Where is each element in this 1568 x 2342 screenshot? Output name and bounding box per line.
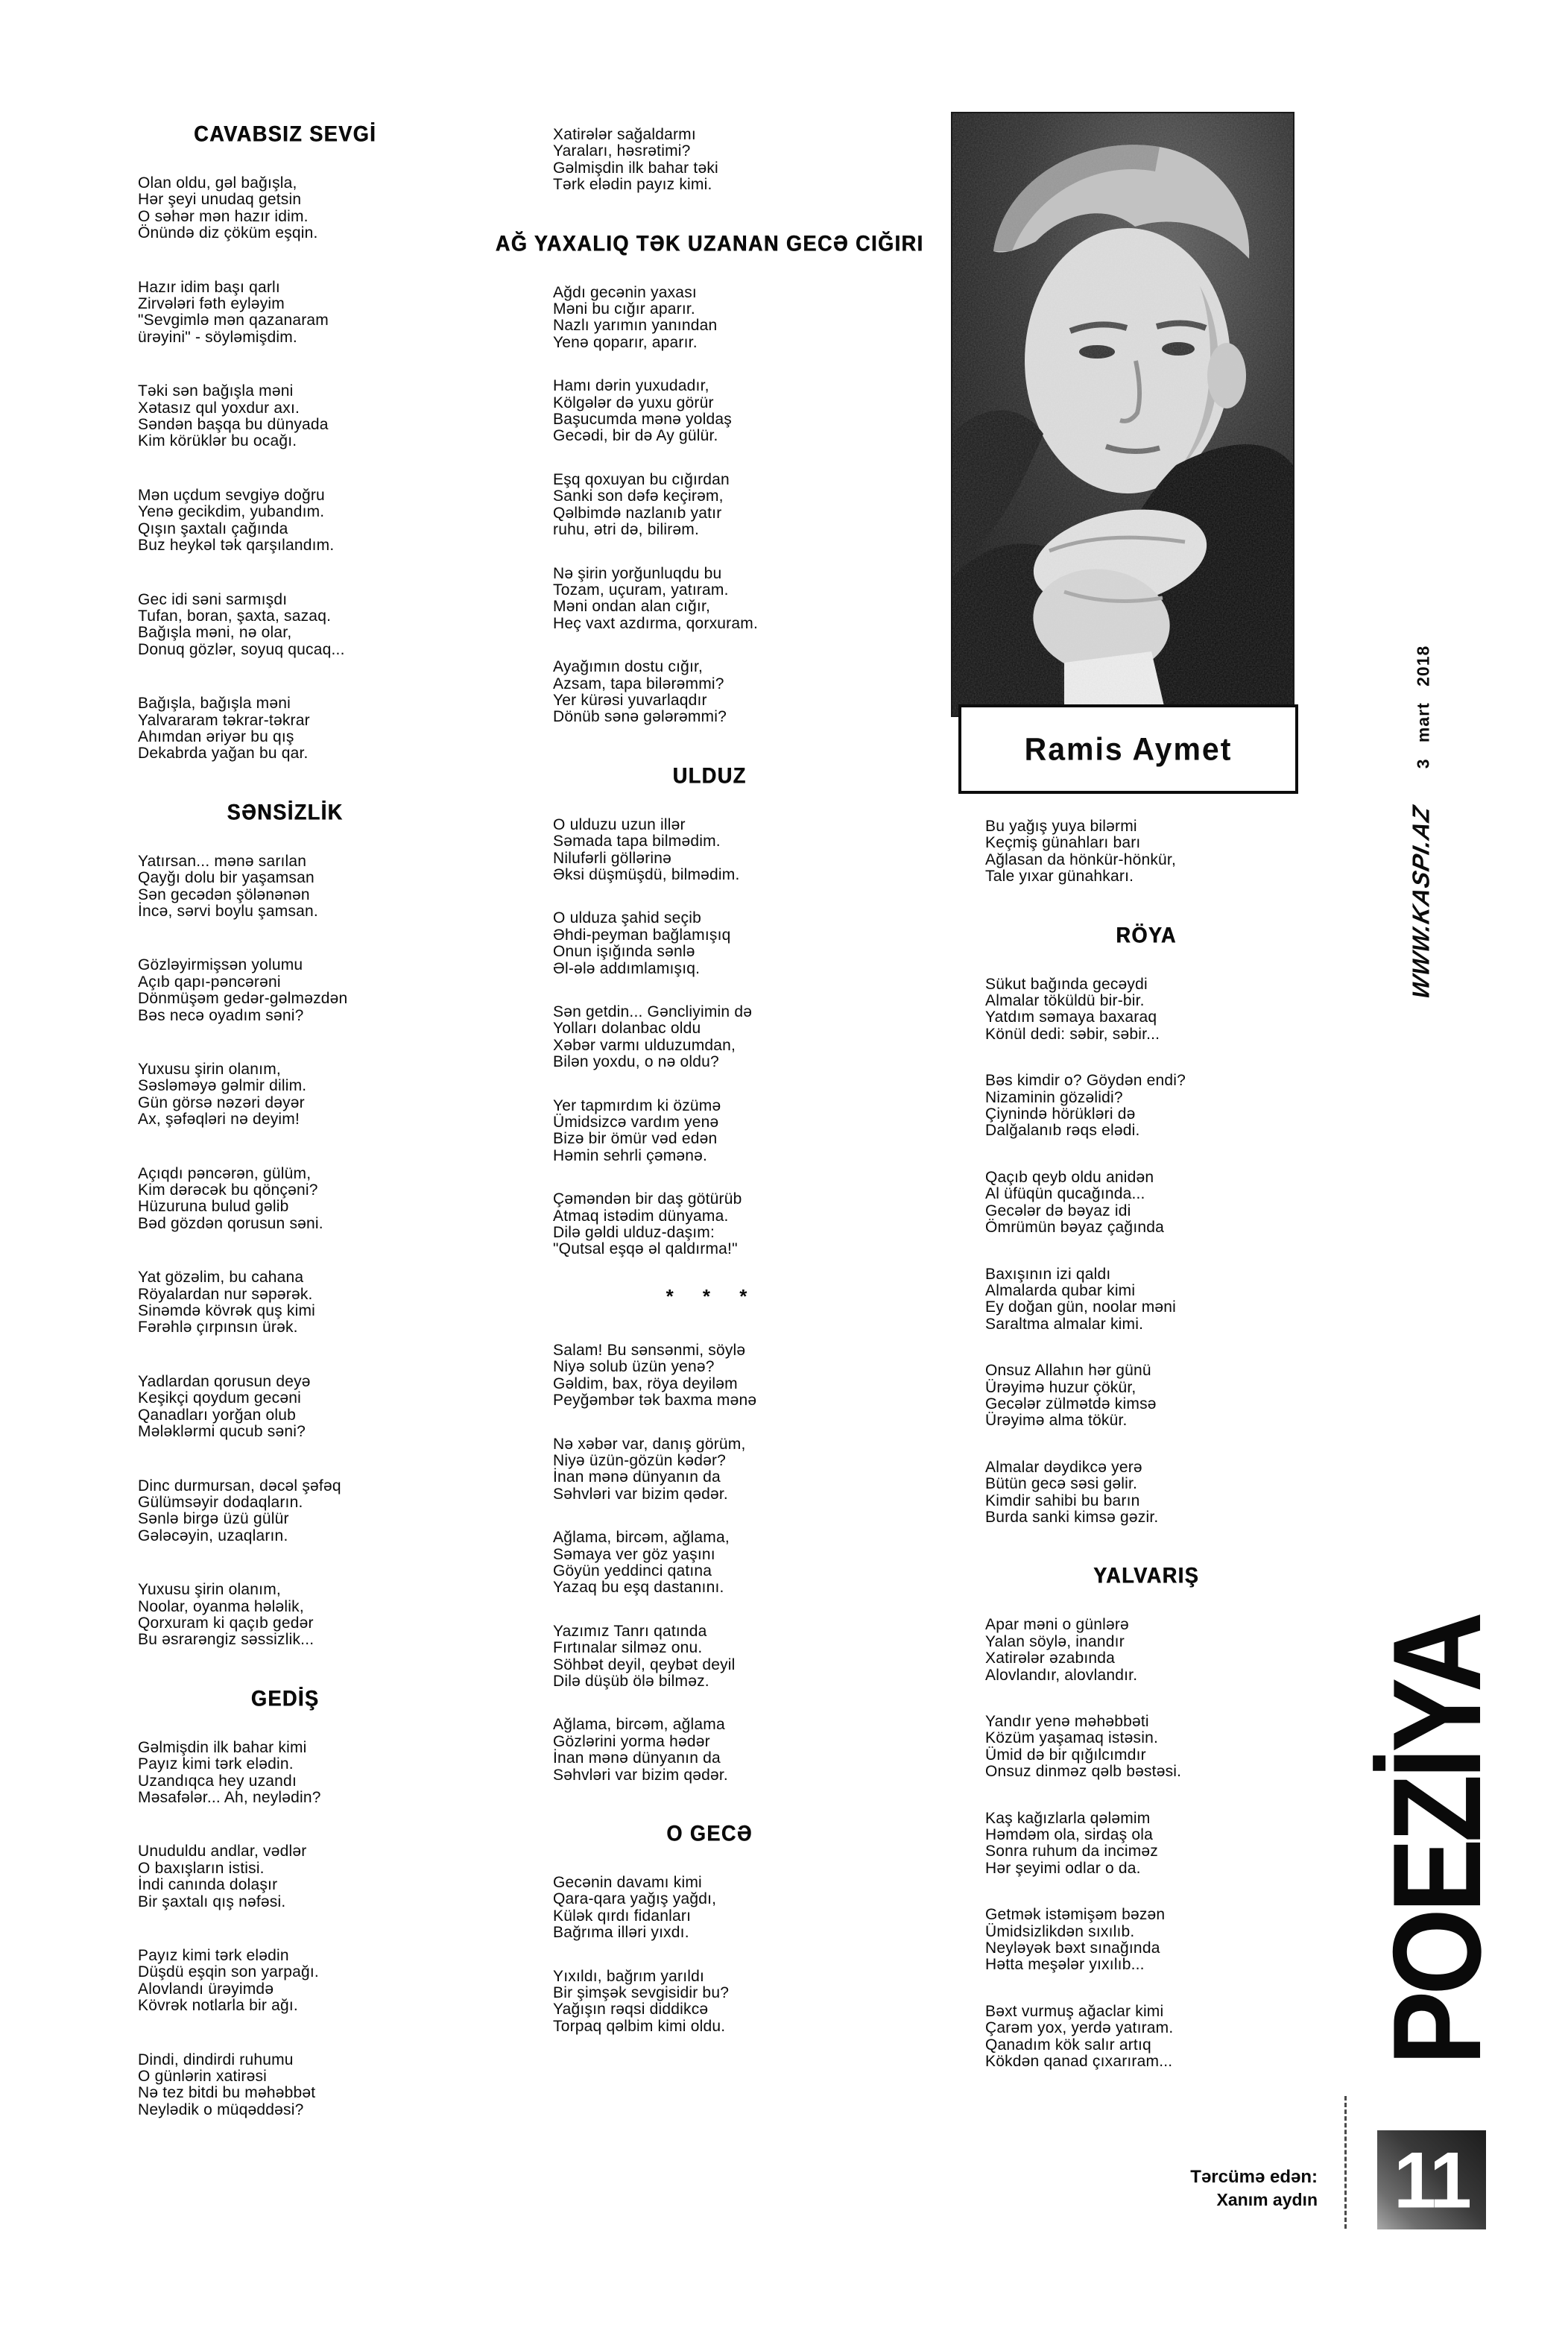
poem-line: Dilə gəldi ulduz-daşım: [553, 1224, 715, 1242]
poem-line: Ağlama, bircəm, ağlama, [553, 1529, 730, 1547]
stanza [985, 1459, 1307, 1527]
stanza [138, 487, 432, 555]
poem-line: Keçmiş günahları barı [985, 834, 1141, 852]
poem-line: Açıb qapı-pəncərəni [138, 973, 281, 991]
poem-line: Almalar dəydikcə yerə [985, 1458, 1142, 1476]
stanza [138, 592, 432, 659]
poem-line: İnan mənə dünyanın da [553, 1468, 721, 1486]
poem-line: Peyğəmbər tək baxma mənə [553, 1392, 757, 1410]
poem-line: Apar məni o günlərə [985, 1616, 1129, 1634]
poem-line: Salam! Bu sənsənmi, söylə [553, 1341, 746, 1359]
poem-line: Səndən başqa bu dünyada [138, 416, 329, 434]
poem-line: Bəd gözdən qorusun səni. [138, 1214, 323, 1232]
poem-line: Sənlə birgə üzü gülür [138, 1510, 289, 1528]
poem-line: Yenə qoparır, aparır. [553, 333, 698, 351]
poem-column-right [985, 818, 1307, 2100]
poem-line: Tərk elədin payız kimi. [553, 176, 712, 194]
poem-line: Xatirələr əzabında [985, 1650, 1116, 1667]
poem-line: Başucumda mənə yoldaş [553, 411, 732, 429]
poem-line: Qəlbimdə nazlanıb yatır [553, 504, 722, 522]
stanza [553, 127, 866, 194]
stanza [138, 695, 432, 763]
poem-line: Eşq qoxuyan bu cığırdan [553, 470, 730, 488]
stanza [985, 2004, 1307, 2071]
poem-line: Yaraları, həsrətimi? [553, 142, 691, 160]
poem-line: Səhvləri var bizim qədər. [553, 1766, 728, 1784]
poem-column-left [138, 123, 432, 2156]
page-number-box [1377, 2130, 1486, 2229]
poem-line: Fərəhlə çırpınsın ürək. [138, 1319, 298, 1336]
poem-line: Burda sanki kimsə gəzir. [985, 1508, 1159, 1526]
stanza [553, 1530, 866, 1597]
poem-line: Ümidsizlikdən sıxılıb. [985, 1922, 1135, 1940]
poem-line: Keşikçi qoydum gecəni [138, 1389, 301, 1407]
poem-line: Qorxuram ki qaçıb gedər [138, 1614, 314, 1632]
poem-line: Söhbət deyil, qeybət deyil [553, 1656, 736, 1673]
poem-line: Atmaq istədim dünyama. [553, 1207, 729, 1225]
poem-line: Almalar töküldü bir-bir. [985, 992, 1145, 1010]
stanza [985, 1811, 1307, 1878]
poem-line: Ey doğan gün, noolar məni [985, 1298, 1177, 1316]
poem-line: Yatdım səmaya baxaraq [985, 1009, 1157, 1026]
poem-line: Çiynində hörükləri də [985, 1105, 1136, 1123]
stanza [985, 1170, 1307, 1237]
poem-line: Sanki son dəfə keçirəm, [553, 487, 724, 505]
poem-line: Ahımdan əriyər bu qış [138, 727, 294, 745]
poem-line: Məni ondan alan cığır, [553, 598, 711, 616]
poem-line: Gün görsə nəzəri dəyər [138, 1093, 305, 1111]
stanza [553, 1717, 866, 1784]
stanza-separator: * * * [666, 1284, 759, 1307]
stanza [138, 957, 432, 1024]
poem-line: Ağdı gecənin yaxası [553, 283, 697, 301]
poem-line: Yuxusu şirin olanım, [138, 1061, 281, 1078]
stanza [553, 1004, 866, 1071]
poem-line: Xəbər varmı ulduzumdan, [553, 1036, 736, 1054]
stanza [138, 1478, 432, 1545]
poem-line: Hüzuruna bulud gəlib [138, 1198, 289, 1216]
poem-line: Dekabrda yağan bu qar. [138, 745, 309, 763]
poem-line: Getmək istəmişəm bəzən [985, 1906, 1166, 1924]
translator-name: Xanım aydın [1216, 2190, 1318, 2209]
stanza [553, 566, 866, 633]
poem-line: Gecədi, bir də Ay gülür. [553, 427, 718, 445]
poem-line: Bəs necə oyadım səni? [138, 1006, 304, 1024]
poem-line: Qaçıb qeyb oldu anidən [985, 1168, 1154, 1186]
poem-line: Onsuz Allahın hər günü [985, 1362, 1151, 1380]
issue-date [1400, 647, 1447, 766]
poem-title: ULDUZ [672, 763, 747, 788]
poem-line: Yalan söylə, inandır [985, 1632, 1125, 1650]
stanza [138, 1374, 432, 1441]
poem-line: İnan mənə dünyanın da [553, 1749, 721, 1767]
poem-line: Ağlasan da hönkür-hönkür, [985, 850, 1177, 868]
photo-caption: Ramis Aymet [1024, 730, 1233, 767]
poem-line: Noolar, oyanma hələlik, [138, 1597, 304, 1615]
poem-line: Qara-qara yağış yağdı, [553, 1890, 717, 1908]
poem-line: Yadlardan qorusun deyə [138, 1372, 311, 1390]
poem-line: Gələcəyin, uzaqların. [138, 1527, 288, 1544]
poem-line: Baxışının izi qaldı [985, 1265, 1111, 1283]
poem-line: Heç vaxt azdırma, qorxuram. [553, 614, 758, 632]
stanza [985, 1907, 1307, 1974]
poem-line: Səhvləri var bizim qədər. [553, 1485, 728, 1503]
poem-line: Külək qırdı fidanları [553, 1907, 692, 1925]
poem-line: Ürəyimə huzur çökür, [985, 1378, 1137, 1396]
stanza [138, 1269, 432, 1336]
poem-line: Alovlandı ürəyimdə [138, 1980, 274, 1998]
stanza [985, 1073, 1307, 1140]
poem-line: Hazır idim başı qarlı [138, 278, 280, 296]
poem-line: Həmdəm ola, sirdaş ola [985, 1826, 1153, 1844]
poem-line: Uzandıqca hey uzandı [138, 1772, 297, 1790]
poem-line: Kim körüklər bu ocağı. [138, 432, 297, 450]
stanza [138, 1843, 432, 1910]
poem-line: İndi canında dolaşır [138, 1876, 278, 1894]
poem-line: Bəxt vurmuş ağaclar kimi [985, 2002, 1164, 2020]
translator-label: Tərcümə edən: [1190, 2167, 1318, 2187]
poem-line: Ümid də bir qığılcımdır [985, 1746, 1146, 1764]
poem-line: Gəldim, bax, röya deyiləm [553, 1374, 738, 1392]
poem-line: Bu əsrarəngiz səssizlik... [138, 1631, 314, 1649]
poem-line: Yandır yenə məhəbbəti [985, 1713, 1149, 1730]
poem-line: ürəyini" - söyləmişdim. [138, 328, 297, 346]
poem-line: Gözlərini yorma hədər [553, 1732, 710, 1750]
poem-line: Kölgələr də yuxu görür [553, 394, 714, 411]
poem-line: Bütün gecə səsi gəlir. [985, 1475, 1138, 1493]
stanza [138, 280, 432, 347]
poem-title: O GECƏ [666, 1821, 753, 1846]
poem-line: Nazlı yarımın yanından [553, 317, 718, 335]
poem-line: Dinc durmursan, dəcəl şəfəq [138, 1477, 341, 1494]
stanza [138, 175, 432, 242]
stanza [553, 1342, 866, 1410]
poem-line: Tozam, uçuram, yatıram. [553, 581, 729, 599]
poem-line: Təki sən bağışla məni [138, 382, 294, 400]
poem-line: Hər şeyi unudaq getsin [138, 191, 302, 209]
poem-line: Ağlama, bircəm, ağlama [553, 1716, 725, 1734]
poem-line: Qayğı dolu bir yaşamsan [138, 869, 314, 887]
poem-line: Bağrıma illəri yıxdı. [553, 1924, 689, 1942]
stanza [985, 976, 1307, 1044]
poem-line: Kaş kağızlarla qələmim [985, 1809, 1151, 1827]
poem-line: Hətta meşələr yıxılıb... [985, 1956, 1145, 1974]
stanza [138, 1061, 432, 1129]
poem-line: Yer tapmırdım ki özümə [553, 1096, 721, 1114]
poem-line: Dilə düşüb ölə bilməz. [553, 1672, 709, 1690]
poem-line: Alovlandır, alovlandır. [985, 1666, 1138, 1684]
poem-line: Mələklərmi qucub səni? [138, 1423, 306, 1441]
poem-line: Sən gecədən şölənənən [138, 886, 310, 903]
poem-line: Kökdən qanad çıxarıram... [985, 2053, 1173, 2071]
poem-line: Dindi, dindirdi ruhumu [138, 2051, 294, 2068]
stanza [138, 1166, 432, 1233]
stanza [138, 1948, 432, 2015]
stanza [985, 1714, 1307, 1781]
poem-line: Yatırsan... mənə sarılan [138, 852, 307, 870]
stanza [553, 285, 866, 352]
stanza [553, 378, 866, 445]
stanza [553, 817, 866, 884]
stanza [553, 910, 866, 977]
poem-line: Zirvələri fəth eyləyim [138, 295, 285, 313]
poem-line: O baxışların istisi. [138, 1859, 265, 1877]
poem-line: Düşdü eşqin son yarpağı. [138, 1963, 319, 1981]
stanza [553, 1969, 866, 2036]
poem-line: Qanadları yorğan olub [138, 1406, 297, 1424]
poem-line: Sinəmdə kövrək quş kimi [138, 1302, 316, 1320]
poem-line: Xatirələr sağaldarmı [553, 126, 696, 143]
poem-line: Əksi düşmüşdü, bilmədim. [553, 865, 740, 883]
poem-line: Qanadım kök salır artıq [985, 2036, 1151, 2054]
poem-line: Çəməndən bir daş götürüb [553, 1190, 742, 1208]
poem-line: Bəs kimdir o? Göydən endi? [985, 1072, 1186, 1090]
poem-line: Məni bu cığır aparır. [553, 300, 695, 318]
poem-line: "Sevgimlə mən qazanaram [138, 312, 329, 329]
stanza [985, 1266, 1307, 1333]
poem-line: Neyləyək bəxt sınağında [985, 1939, 1160, 1957]
poem-line: Çarəm yox, yerdə yatıram. [985, 2019, 1174, 2037]
poem-line: Səmada tapa bilmədim. [553, 833, 721, 850]
poem-line: O ulduzu uzun illər [553, 815, 686, 833]
poem-line: Gecənin davamı kimi [553, 1874, 702, 1891]
poem-line: Qışın şaxtalı çağında [138, 520, 288, 537]
stanza [553, 1875, 866, 1942]
poem-line: Onun işığında sənlə [553, 943, 695, 961]
page-number: 11 [1394, 2135, 1470, 2225]
poem-title: CAVABSIZ SEVGİ [193, 121, 377, 147]
poem-line: Əhdi-peyman bağlamışıq [553, 926, 731, 944]
poem-line: Yer kürəsi yuvarlaqdır [553, 691, 707, 709]
stanza [138, 383, 432, 450]
poem-title: AĞ YAXALIQ TƏK UZANAN GECƏ CIĞIRI [495, 231, 924, 256]
poem-line: Ayağımın dostu cığır, [553, 658, 704, 676]
poem-line: Sükut bağında gecəydi [985, 975, 1148, 993]
poem-line: Nilufərli göllərinə [553, 849, 672, 867]
section-banner-text: POEZİYA [1366, 1615, 1507, 2065]
poem-line: Səmaya ver göz yaşını [553, 1545, 715, 1563]
stanza [985, 1617, 1307, 1684]
poem-line: Gözləyirmişsən yolumu [138, 956, 303, 974]
stanza [138, 2052, 432, 2119]
poem-line: Onsuz dinməz qəlb bəstəsi. [985, 1763, 1182, 1781]
section-banner [1368, 1556, 1505, 2124]
poem-line: Gülümsəyir dodaqların. [138, 1493, 303, 1511]
poem-title: SƏNSİZLİK [227, 800, 344, 824]
poem-line: Məsafələr... Ah, neylədin? [138, 1788, 321, 1806]
stanza [553, 659, 866, 726]
poem-line: ruhu, ətri də, bilirəm. [553, 521, 700, 539]
poem-line: Açıqdı pəncərən, gülüm, [138, 1164, 312, 1182]
poem-line: "Qutsal eşqə əl qaldırma!" [553, 1240, 738, 1258]
poem-line: Əl-ələ addımlamışıq. [553, 959, 701, 977]
poem-line: Bir şimşək sevgisidir bu? [553, 1984, 730, 2002]
poem-line: Tale yıxar günahkarı. [985, 868, 1134, 886]
poem-line: Ürəyimə alma tökür. [985, 1412, 1128, 1430]
stanza [138, 853, 432, 921]
website-url-text: WWW.KASPI.AZ [1407, 802, 1435, 1001]
poem-line: Ömrümün bəyaz çağında [985, 1219, 1164, 1237]
poem-line: Saraltma almalar kimi. [985, 1315, 1144, 1333]
poem-line: Bağışla məni, nə olar, [138, 624, 292, 642]
poem-line: Unuduldu andlar, vədlər [138, 1843, 307, 1860]
poem-line: Közüm yaşamaq istəsin. [985, 1729, 1158, 1747]
poem-line: O səhər mən hazır idim. [138, 207, 309, 225]
poem-line: Bir şaxtalı qış nəfəsi. [138, 1893, 286, 1910]
poem-line: Sən getdin... Gəncliyimin də [553, 1003, 753, 1020]
poem-line: Gecələr zülmətdə kimsə [985, 1395, 1157, 1413]
poem-line: Al üfüqün qucağında... [985, 1185, 1145, 1203]
stanza [553, 1436, 866, 1503]
portrait-photo [952, 113, 1293, 716]
poem-line: Payız kimi tərk elədin [138, 1947, 289, 1964]
website-url [1392, 804, 1450, 1000]
stanza [553, 1098, 866, 1165]
poem-title: GEDİŞ [250, 1686, 320, 1711]
stanza [138, 1740, 432, 1807]
poem-line: Gec idi səni sarmışdı [138, 590, 288, 608]
poem-line: Kim dərəcək bu qönçəni? [138, 1181, 318, 1199]
poem-title: RÖYA [1116, 923, 1177, 947]
poem-line: Mən uçdum sevgiyə doğru [138, 486, 325, 504]
poem-line: Ümidsizcə vardım yenə [553, 1114, 719, 1131]
stanza [138, 1582, 432, 1649]
poem-column-middle [495, 126, 924, 2062]
dashed-column-rule [1344, 2096, 1347, 2229]
poem-line: Hər şeyimi odlar o da. [985, 1859, 1141, 1877]
poem-line: Hamı dərin yuxudadır, [553, 377, 709, 395]
poem-line: Kövrək notlarla bir ağı. [138, 1997, 298, 2015]
poem-title: YALVARIŞ [1093, 1564, 1200, 1588]
poem-line: Kimdir sahibi bu barın [985, 1492, 1140, 1509]
poem-line: Yıxıldı, bağrım yarıldı [553, 1967, 705, 1985]
poem-line: İncə, sərvi boylu şamsan. [138, 902, 318, 920]
poem-line: Yolları dolanbac oldu [553, 1020, 701, 1038]
poem-line: Bilən yoxdu, o nə oldu? [553, 1053, 719, 1071]
poem-line: Yazaq bu eşq dastanını. [553, 1579, 724, 1597]
photo-caption-box [958, 704, 1298, 794]
poem-line: Yazımız Tanrı qatında [553, 1622, 707, 1640]
poem-line: Ax, şəfəqləri nə deyim! [138, 1111, 300, 1129]
poem-line: Nə tez bitdi bu məhəbbət [138, 2084, 316, 2102]
poem-line: Niyə üzün-gözün kədər? [553, 1451, 727, 1469]
poem-line: Gecələr də bəyaz idi [985, 1202, 1131, 1219]
stanza [553, 1623, 866, 1691]
poem-line: O ulduza şahid seçib [553, 909, 701, 927]
poem-line: Nə şirin yorğunluqdu bu [553, 564, 722, 582]
poem-line: Yat gözəlim, bu cahana [138, 1269, 304, 1287]
poem-line: Nizaminin gözəlidi? [985, 1088, 1123, 1106]
poem-line: Röyalardan nur səpərək. [138, 1285, 313, 1303]
poem-line: O günlərin xatirəsi [138, 2068, 268, 2086]
poem-line: Dönmüşəm gedər-gəlməzdən [138, 990, 348, 1008]
poem-line: Nə xəbər var, danış görüm, [553, 1435, 746, 1453]
poem-line: Tufan, boran, şaxta, sazaq. [138, 607, 332, 625]
poem-line: Neylədik o müqəddəsi? [138, 2100, 304, 2118]
poem-line: Həmin sehrli çəmənə. [553, 1146, 708, 1164]
poem-line: Buz heykəl tək qarşılandım. [138, 537, 335, 555]
poem-line: Səsləməyə gəlmir dilim. [138, 1077, 307, 1095]
stanza [985, 818, 1307, 886]
poem-line: Gəlmişdin ilk bahar təki [553, 159, 718, 177]
poem-line: Dönüb sənə gələrəmmi? [553, 708, 727, 726]
stanza [553, 1191, 866, 1258]
poem-line: Göyün yeddinci qatına [553, 1562, 712, 1579]
poem-line: Xətasız qul yoxdur axı. [138, 399, 300, 417]
poem-line: Yalvararam təkrar-təkrar [138, 711, 310, 729]
translator-credit [1036, 2166, 1318, 2211]
poem-line: Bağışla, bağışla məni [138, 695, 291, 713]
poem-line: Olan oldu, gəl bağışla, [138, 174, 297, 192]
poem-line: Bizə bir ömür vəd edən [553, 1130, 718, 1148]
poem-line: Dalğalanıb rəqs elədi. [985, 1122, 1140, 1140]
poem-line: Sonra ruhum da inciməz [985, 1843, 1159, 1860]
poem-line: Yuxusu şirin olanım, [138, 1581, 281, 1599]
poem-line: Payız kimi tərk elədin. [138, 1755, 294, 1773]
poem-line: Niyə solub üzün yenə? [553, 1358, 715, 1376]
poem-line: Könül dedi: səbir, səbir... [985, 1025, 1160, 1043]
poem-line: Gəlmişdin ilk bahar kimi [138, 1738, 307, 1756]
stanza [553, 472, 866, 539]
poem-line: Azsam, tapa bilərəmmi? [553, 675, 724, 692]
poem-line: Fırtınalar silməz onu. [553, 1639, 703, 1657]
poem-line: Almalarda qubar kimi [985, 1281, 1136, 1299]
poem-line: Yağışın rəqsi diddikcə [553, 2001, 709, 2019]
issue-date-text: 3 mart 2018 [1413, 645, 1433, 768]
poem-line: Önündə diz çöküm eşqin. [138, 224, 318, 242]
stanza [985, 1363, 1307, 1430]
poem-line: Bu yağış yuya bilərmi [985, 818, 1137, 835]
poem-line: Donuq gözlər, soyuq qucaq... [138, 640, 345, 658]
poem-line: Yenə gecikdim, yubandım. [138, 503, 325, 521]
poem-line: Torpaq qəlbim kimi oldu. [553, 2017, 726, 2035]
portrait-illustration [952, 113, 1293, 716]
